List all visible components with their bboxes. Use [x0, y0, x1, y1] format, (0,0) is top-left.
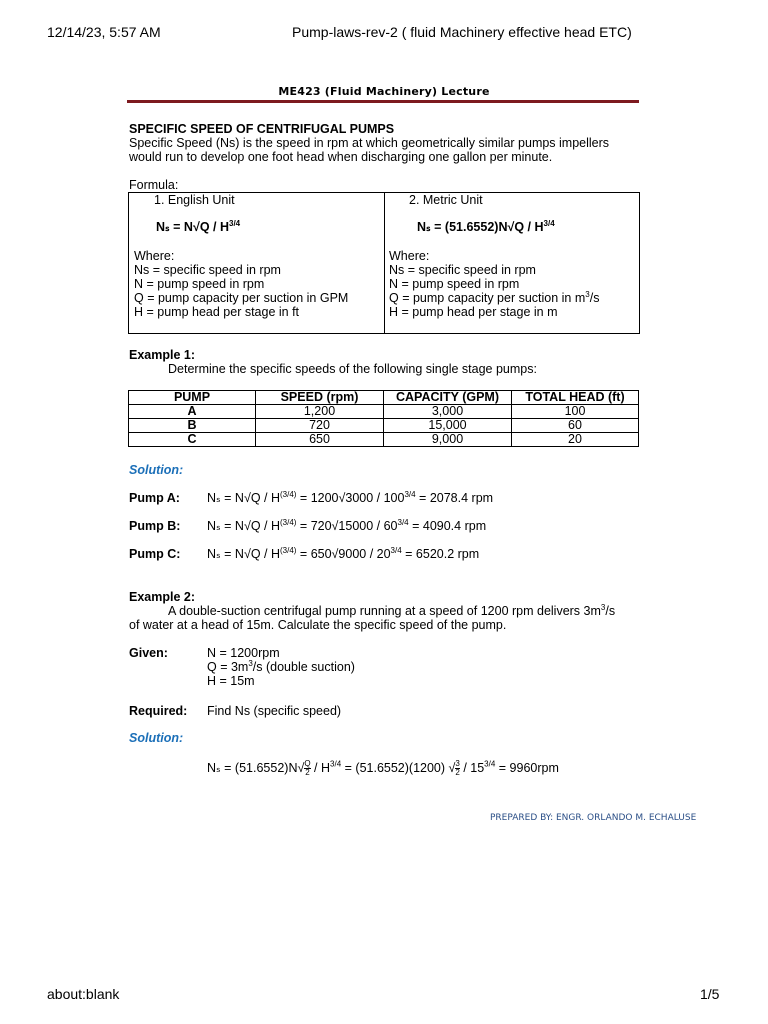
print-page-number: 1/5 [700, 986, 720, 1002]
table-cell: 15,000 [384, 419, 512, 433]
given-h: H = 15m [207, 674, 255, 688]
metric-def-ns: Ns = specific speed in rpm [389, 263, 536, 277]
fraction-3-over-2: $\frac{3}{2}$ [455, 759, 460, 777]
col-header: CAPACITY (GPM) [384, 391, 512, 405]
print-title: Pump-laws-rev-2 ( fluid Machinery effective head ETC) [292, 24, 632, 40]
given-q: $Q = 3m^3/s$ (double suction) [207, 658, 355, 674]
table-row [129, 405, 639, 419]
example2-problem-line-2: of water at a head of 15m. Calculate the specific speed of the pump. [129, 618, 507, 632]
example2-title: Example 2: [129, 590, 196, 604]
table-cell: B [129, 419, 256, 433]
col-header: TOTAL HEAD (ft) [512, 391, 639, 405]
table-cell: 60 [512, 419, 639, 433]
prepared-by: PREPARED BY: ENGR. ORLANDO M. ECHALUSE [490, 813, 697, 823]
example1-title: Example 1: [129, 348, 196, 362]
given-n: N = 1200rpm [207, 646, 280, 660]
example2-solution-equation: Nₛ = (51.6552)N√ $\frac{Q}{2}$ / $H^{3/4} = (51.6552)(1200)$ √ $\frac{3}{2}$ / $15^{3/4} = 9960rpm$ [207, 759, 559, 777]
formula-table [128, 192, 640, 334]
pump-table [128, 390, 639, 447]
col-header: SPEED (rpm) [256, 391, 384, 405]
metric-where: Where: [389, 249, 430, 263]
english-def-q: Q = pump capacity per suction in GPM [134, 291, 349, 305]
table-cell: 100 [512, 405, 639, 419]
table-cell: 650 [256, 433, 384, 447]
english-def-ns: Ns = specific speed in rpm [134, 263, 281, 277]
english-where: Where: [134, 249, 175, 263]
pump-a-label: Pump A: [129, 491, 180, 505]
required-text: Find Ns (specific speed) [207, 704, 342, 718]
fraction-q-over-2: $\frac{Q}{2}$ [304, 759, 311, 777]
given-label: Given: [129, 646, 168, 660]
required-label: Required: [129, 704, 188, 718]
metric-def-h: H = pump head per stage in m [389, 305, 558, 319]
table-row [129, 433, 639, 447]
pump-a-equation: $N_s = N√Q / H^{(3/4)} = 1200√3000 / 100^{3/4} = 2078.4$ rpm [207, 489, 494, 505]
pump-b-label: Pump B: [129, 519, 181, 533]
pump-c-equation: $N_s = N√Q / H^{(3/4)} = 650√9000 / 20^{3/4} = 6520.2$ rpm [207, 545, 480, 561]
english-formula: $N_s = N√Q / H^{3/4}$ [156, 218, 241, 234]
metric-formula: $N_s = (51.6552)N√Q / H^{3/4}$ [417, 218, 555, 234]
example1-prompt: Determine the specific speeds of the following single stage pumps: [168, 362, 537, 376]
metric-heading: 2. Metric Unit [409, 193, 483, 207]
print-url: about:blank [47, 986, 120, 1002]
metric-def-q: Q = pump capacity per suction in $m^3/s$ [389, 289, 600, 305]
definition-line-2: would run to develop one foot head when discharging one gallon per minute. [129, 150, 553, 164]
english-heading: 1. English Unit [154, 193, 235, 207]
english-def-h: H = pump head per stage in ft [134, 305, 300, 319]
table-cell: 3,000 [384, 405, 512, 419]
formula-label: Formula: [129, 178, 179, 192]
table-cell: 9,000 [384, 433, 512, 447]
example2-problem-line-1: A double-suction centrifugal pump running at a speed of 1200 rpm delivers $3m^3/s$ [168, 602, 616, 618]
table-cell: 720 [256, 419, 384, 433]
table-cell: C [129, 433, 256, 447]
table-header-row [129, 391, 639, 405]
english-def-n: N = pump speed in rpm [134, 277, 265, 291]
pump-c-label: Pump C: [129, 547, 181, 561]
table-cell: 20 [512, 433, 639, 447]
definition-line-1: Specific Speed (Ns) is the speed in rpm at which geometrically similar pumps impellers [129, 136, 610, 150]
example2-solution-label: Solution: [129, 731, 184, 745]
formula-divider [384, 193, 385, 333]
section-title: SPECIFIC SPEED OF CENTRIFUGAL PUMPS [129, 122, 395, 136]
table-row [129, 419, 639, 433]
metric-def-n: N = pump speed in rpm [389, 277, 520, 291]
col-header: PUMP [129, 391, 256, 405]
header-rule [127, 100, 639, 103]
table-cell: A [129, 405, 256, 419]
pump-b-equation: $N_s = N√Q / H^{(3/4)} = 720√15000 / 60^{3/4} = 4090.4$ rpm [207, 517, 487, 533]
example1-solution-label: Solution: [129, 463, 184, 477]
print-datetime: 12/14/23, 5:57 AM [47, 24, 161, 40]
table-cell: 1,200 [256, 405, 384, 419]
course-title: ME423 (Fluid Machinery) Lecture [278, 85, 490, 98]
